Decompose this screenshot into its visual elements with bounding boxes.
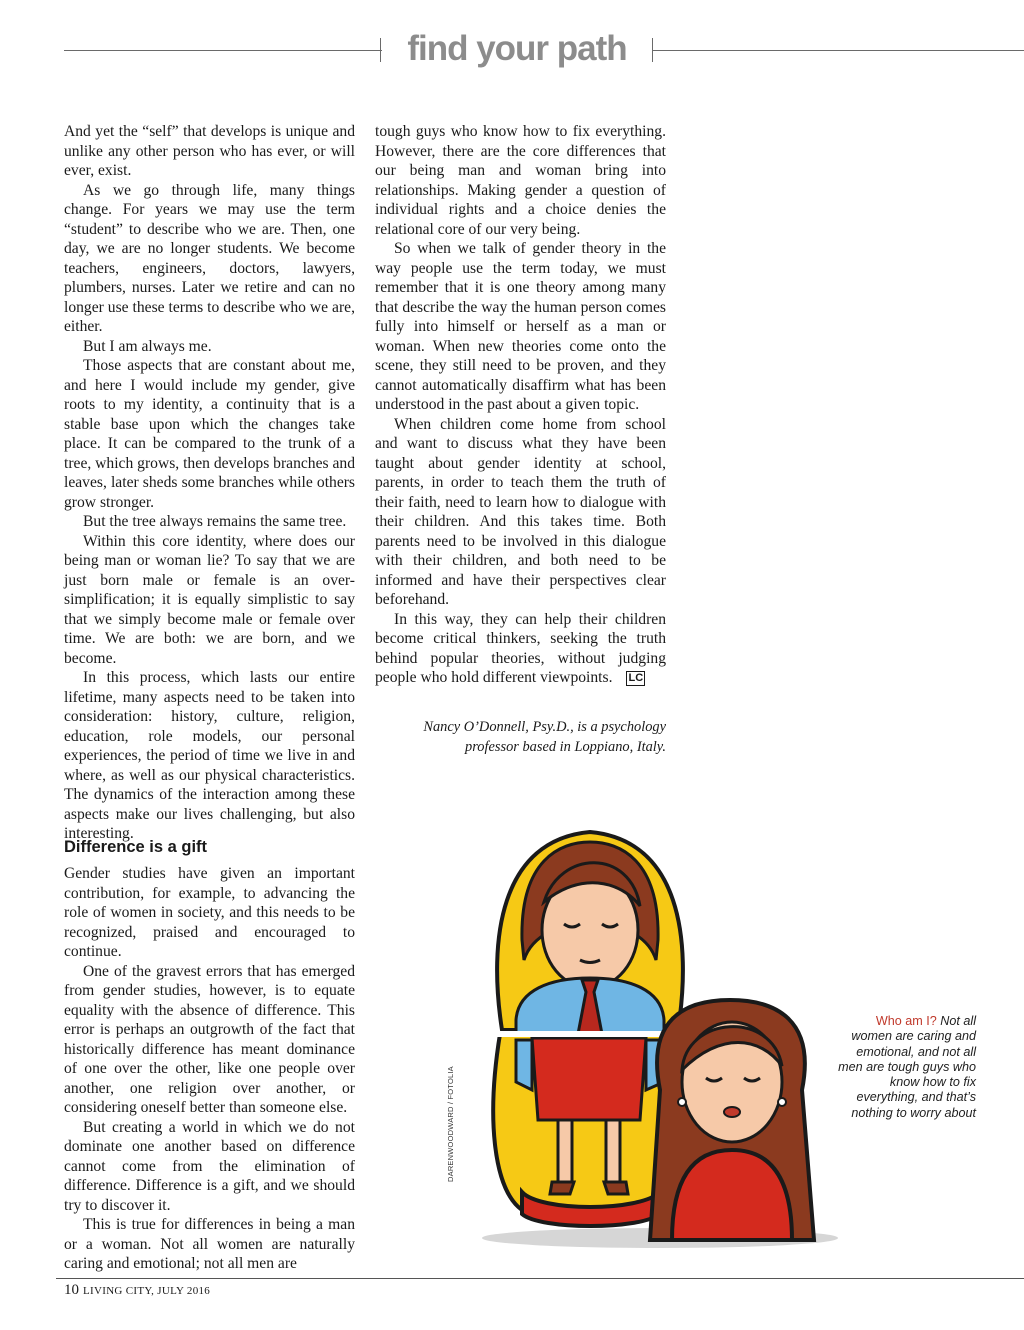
sleeve-left [516, 1040, 532, 1090]
paragraph: Those aspects that are constant about me, and here I would include my gender, give roots to my identity, a continuity that is a stable base upon which the changes take place. It can be compared to the trunk of a tree, which grows, then develops branches and leaves, later sheds some branches while others grow stronger. [64, 357, 355, 511]
article-column-left-bottom [64, 864, 355, 1274]
article-column-right [375, 122, 666, 688]
paragraph: But creating a world in which we do not dominate one another based on difference cannot come from the elimination of difference. Difference is a gift, and we should try to discover it. [64, 1118, 355, 1214]
header-tick-left [380, 38, 381, 62]
page-footer [64, 1282, 210, 1299]
page-number: 10 [64, 1282, 79, 1298]
publication-name: LIVING CITY, JULY 2016 [83, 1285, 211, 1297]
shoe-left [550, 1182, 574, 1194]
earring-left [678, 1098, 686, 1106]
paragraph-last [375, 610, 666, 688]
female-doll [650, 1000, 814, 1240]
shoe-right [604, 1182, 628, 1194]
header-rule-right [652, 50, 1024, 51]
header-rule-left [64, 50, 382, 51]
paragraph: But I am always me. [83, 337, 212, 355]
paragraph: Within this core identity, where does our being man or woman lie? To say that we are just born male or female is an over-simplification; it is equally simplistic to say that we simply become male or female over time. We are both: we are born, and we become. [64, 532, 355, 667]
paragraph: So when we talk of gender theory in the way people use the term today, we must remember that it is one theory among many that describe the way the human person comes fully into himself or herself as a man or woman. When new theories come onto the scene, they still need to be proven, and they cannot automatically disaffirm what has been understood in the past about a given topic. [375, 240, 666, 413]
nesting-dolls-illustration [460, 820, 840, 1250]
paragraph: As we go through life, many things change. For years we may use the term “student” to describe who we are. Then, one day, we are no longer students. We become teachers, engineers, doctors, lawyers, plumbers, nurses. Later we retire and can no longer use these terms to describe who we are, either. [64, 181, 355, 335]
paragraph: One of the gravest errors that has emerged from gender studies, however, is to equate equality with the absence of difference. This error is perhaps an outgrowth of the fact that historically difference has meant dominance of one over the other, like one people over another, one religion over another, or considering oneself better than someone else. [64, 962, 355, 1116]
author-bio: Nancy O’Donnell, Psy.D., is a psychology professor based in Loppiano, Italy. [423, 719, 666, 755]
earring-right [778, 1098, 786, 1106]
photo-credit: DARENWOODWARD / FOTOLIA [446, 1066, 455, 1182]
footer-rule [56, 1278, 1024, 1279]
female-lips [724, 1107, 740, 1117]
paragraph: And yet the “self” that develops is unique and unlike any other person who has ever, or will ever, exist. [64, 123, 355, 179]
paragraph: tough guys who know how to fix everything. However, there are the core differences that our being man and woman bring into relationships. Making gender a question of individual rights and a choice denies the relational core of our very being. [375, 123, 666, 238]
paragraph: When children come home from school and want to discuss what they have been taught about gender identity at school, parents, in order to teach them the truth of their faith, need to learn how to dialogue with their children. And this takes time. Both parents need to be involved in this dialogue with their children, and both need to be informed and have their perspectives clear beforehand. [375, 415, 666, 608]
caption-title: Who am I? [875, 1014, 937, 1028]
end-logo: LC [628, 672, 644, 684]
paragraph: Gender studies have given an important contribution, for example, to advancing the role of women in society, and this needs to be recognized, praised and encouraged to continue. [64, 865, 355, 960]
article-column-left-top [64, 122, 355, 844]
skirt [532, 1038, 646, 1120]
leg-left [558, 1120, 572, 1182]
paragraph: In this process, which lasts our entire lifetime, many aspects need to be taken into consideration: history, culture, religion, education, role models, our personal experiences, the period of time we live in and where, as well as our physical characteristics. The dynamics of the interaction among these aspects make our lives challenging, but also interesting. [64, 669, 355, 842]
image-caption [836, 1014, 976, 1121]
leg-right [606, 1120, 620, 1182]
caption-text: Not all women are caring and emotional, and not all men are tough guys who know how to fix everything, and that’s nothing to worry about [838, 1014, 976, 1120]
paragraph-text: In this way, they can help their children become critical thinkers, seeking the truth behind popular theories, without judging people who hold different viewpoints. [375, 610, 666, 686]
paragraph: But the tree always remains the same tree. [83, 513, 347, 530]
subhead: Difference is a gift [64, 838, 208, 856]
section-title: find your path [407, 29, 627, 68]
paragraph: This is true for differences in being a man or a woman. Not all women are naturally caring and emotional; not all men are [64, 1216, 355, 1272]
